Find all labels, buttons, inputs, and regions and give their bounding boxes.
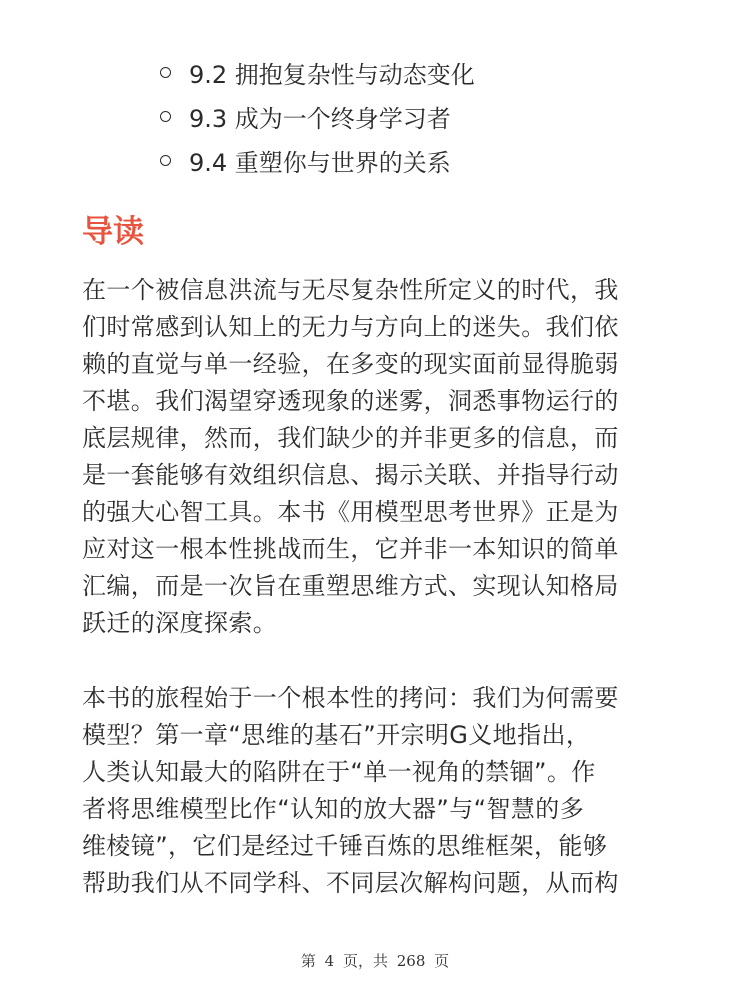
footer-prefix: 第 — [300, 952, 316, 970]
section-heading: 导读 — [82, 214, 144, 250]
toc-item-label: 9.2 拥抱复杂性与动态变化 — [189, 60, 475, 89]
paragraph-line: 底层规律，然而，我们缺少的并非更多的信息，而 — [82, 424, 619, 452]
body-paragraph — [82, 680, 672, 902]
paragraph-line: 帮助我们从不同学科、不同层次解构问题，从而构 — [82, 869, 619, 897]
paragraph-line: 不堪。我们渴望穿透现象的迷雾，洞悉事物运行的 — [82, 387, 619, 415]
paragraph-line: 本书的旅程始于一个根本性的拷问：我们为何需要 — [82, 684, 619, 712]
paragraph-line: 是一套能够有效组织信息、揭示关联、并指导行动 — [82, 461, 619, 489]
page-footer — [0, 950, 750, 971]
toc-item-label: 9.3 成为一个终身学习者 — [189, 104, 451, 133]
paragraph-line: 者将思维模型比作“认知的放大器”与“智慧的多 — [82, 795, 585, 823]
total-pages: 268 — [396, 952, 426, 970]
toc-item[interactable] — [160, 94, 475, 138]
paragraph-line: 汇编，而是一次旨在重塑思维方式、实现认知格局 — [82, 572, 619, 600]
toc-item-label: 9.4 重塑你与世界的关系 — [189, 148, 451, 177]
paragraph-line: 维棱镜”，它们是经过千锤百炼的思维框架，能够 — [82, 832, 608, 860]
paragraph-line: 应对这一根本性挑战而生，它并非一本知识的简单 — [82, 535, 619, 563]
circle-bullet-icon — [160, 111, 171, 122]
paragraph-line: 人类认知最大的陷阱在于“单一视角的禁锢”。作 — [82, 758, 596, 786]
footer-middle: 页，共 — [342, 952, 388, 970]
table-of-contents — [160, 50, 475, 182]
body-paragraph — [82, 272, 672, 642]
paragraph-line: 的强大心智工具。本书《用模型思考世界》正是为 — [82, 498, 619, 526]
paragraph-line: 跃迁的深度探索。 — [82, 609, 278, 637]
paragraph-line: 模型？第一章“思维的基石”开宗明G义地指出， — [82, 721, 591, 749]
paragraph-line: 赖的直觉与单一经验，在多变的现实面前显得脆弱 — [82, 350, 619, 378]
paragraph-line: 在一个被信息洪流与无尽复杂性所定义的时代，我 — [82, 276, 619, 304]
toc-item[interactable] — [160, 138, 475, 182]
page-number: 4 — [324, 952, 335, 970]
toc-item[interactable] — [160, 50, 475, 94]
paragraph-line: 们时常感到认知上的无力与方向上的迷失。我们依 — [82, 313, 619, 341]
footer-suffix: 页 — [434, 952, 450, 970]
circle-bullet-icon — [160, 155, 171, 166]
circle-bullet-icon — [160, 67, 171, 78]
